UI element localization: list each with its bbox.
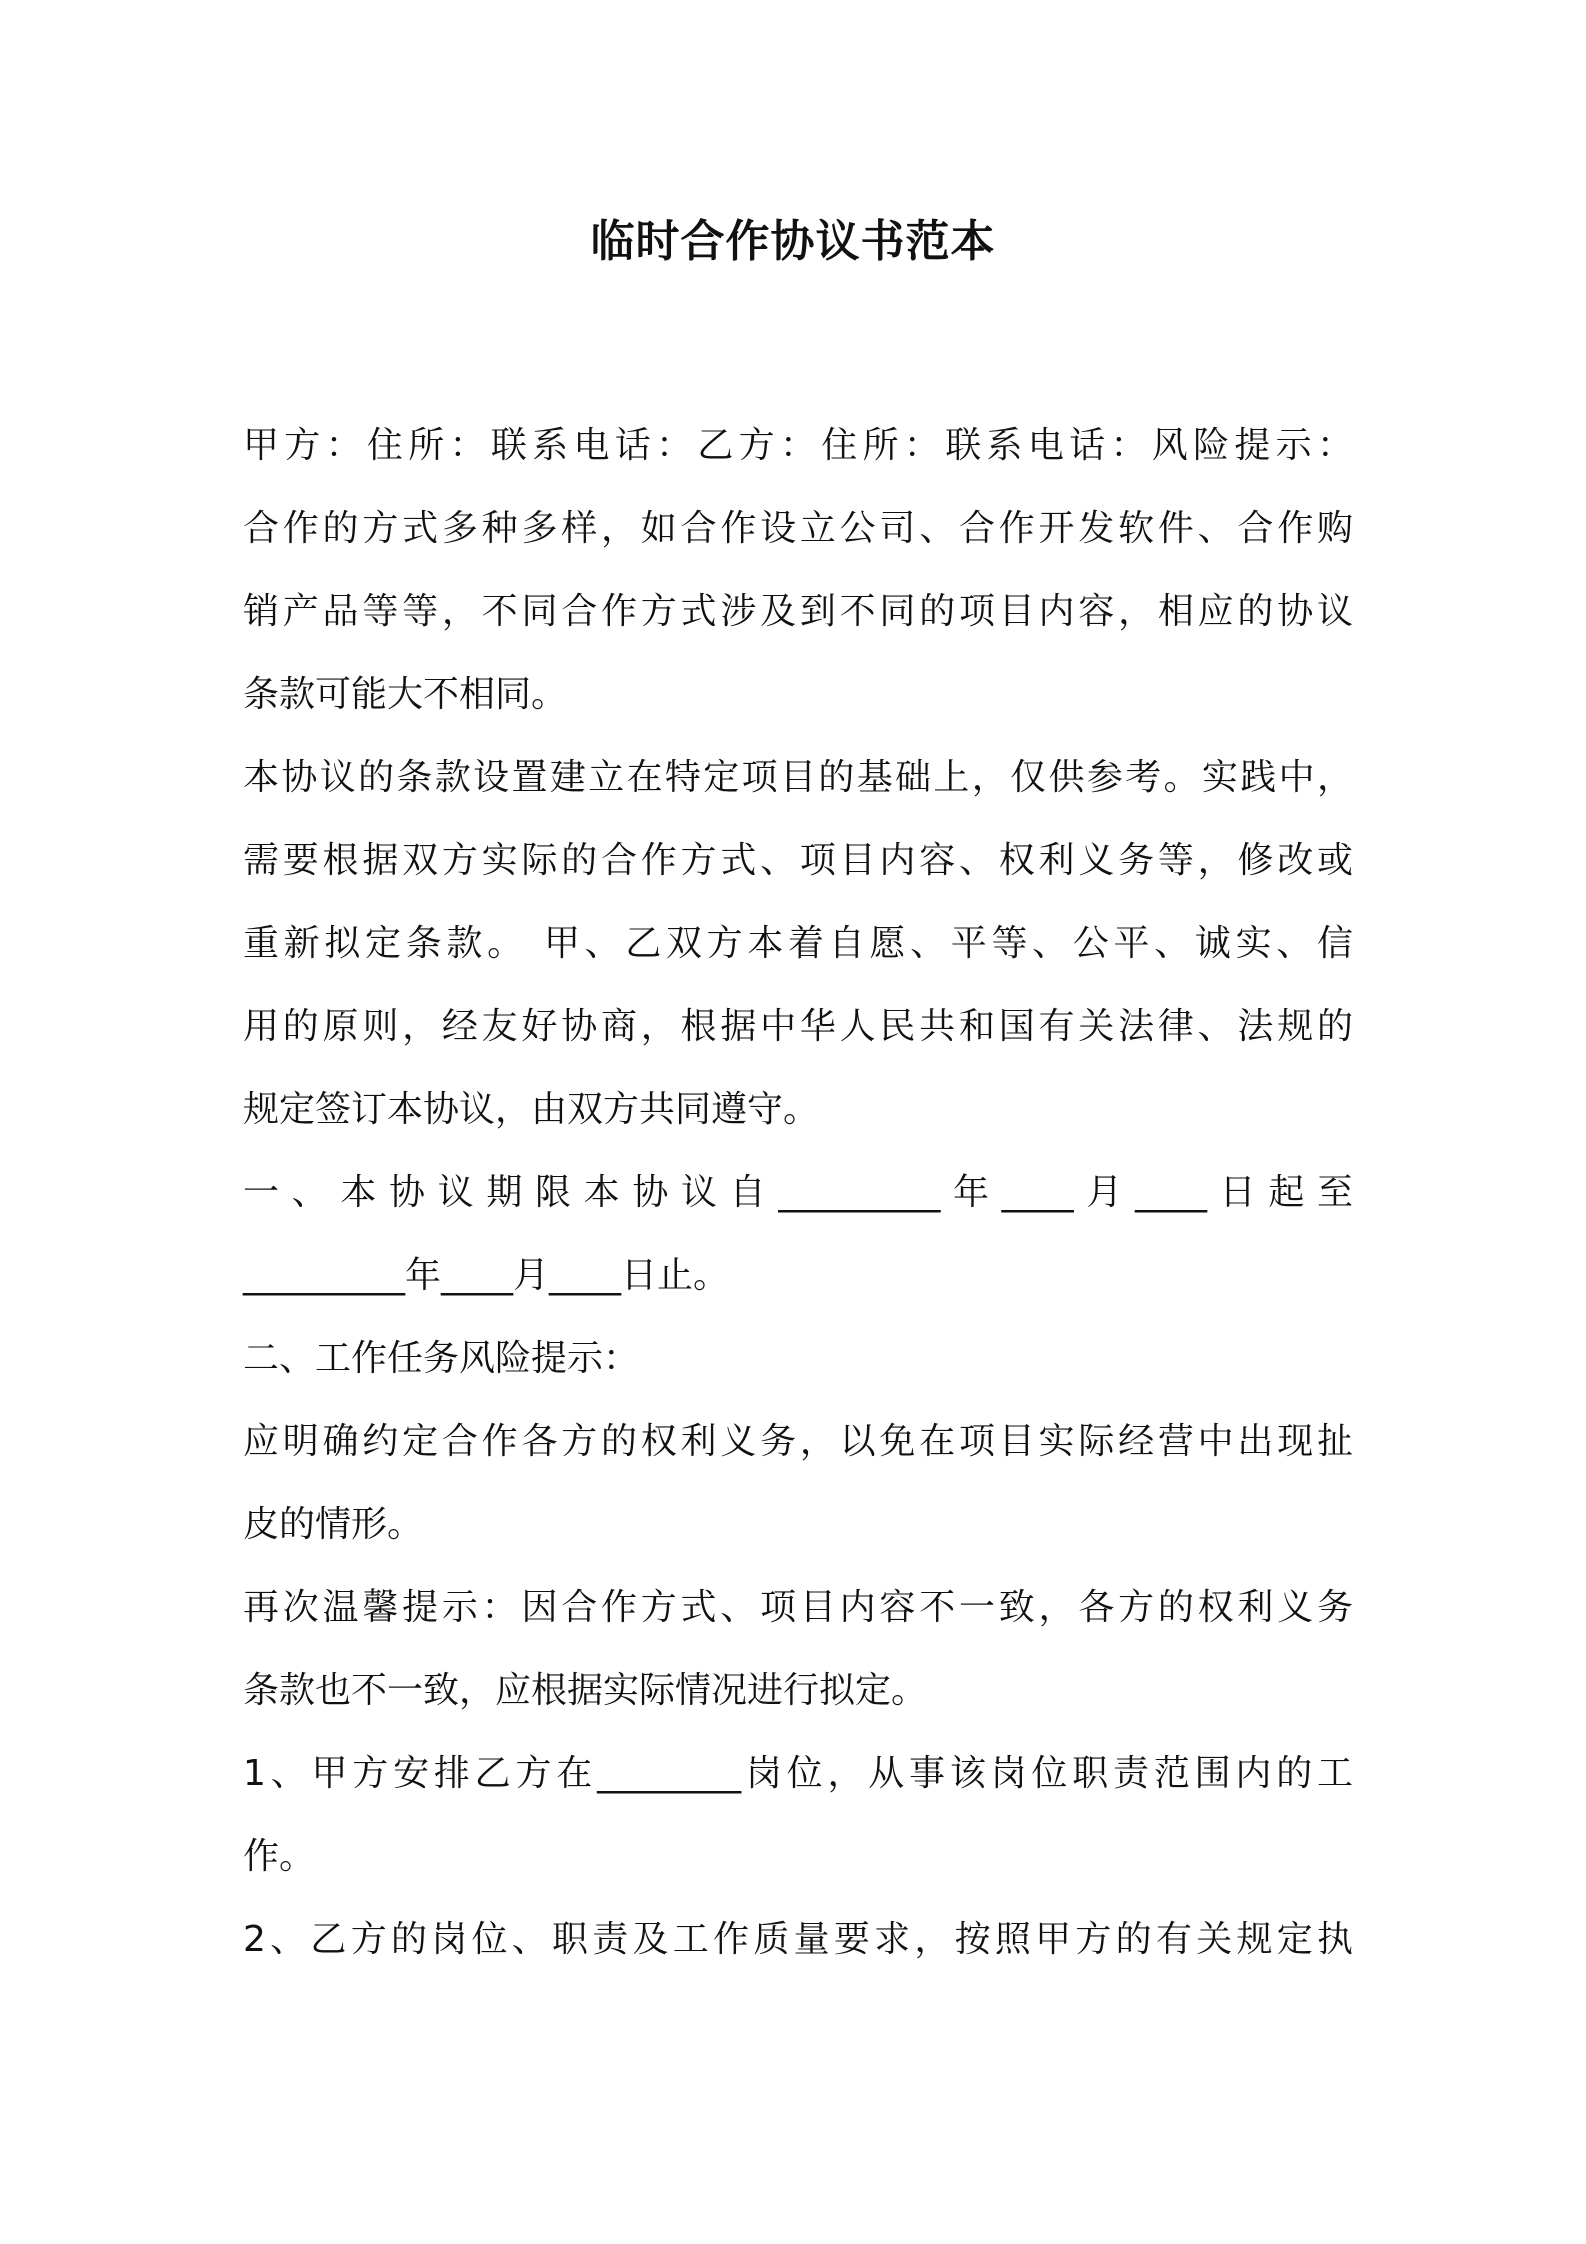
section-heading: 二、工作任务风险提示： bbox=[243, 1338, 640, 1379]
paragraph-line: 应明确约定合作各方的权利义务，以免在项目实际经营中出现扯 bbox=[243, 1421, 1353, 1462]
paragraph-line: 作。 bbox=[243, 1836, 316, 1877]
paragraph-line: 条款也不一致，应根据实际情况进行拟定。 bbox=[243, 1670, 928, 1711]
paragraph-line: 2、乙方的岗位、职责及工作质量要求，按照甲方的有关规定执 bbox=[243, 1919, 1353, 1960]
paragraph-line: 皮的情形。 bbox=[243, 1504, 424, 1545]
paragraph-line: 销产品等等，不同合作方式涉及到不同的项目内容，相应的协议 bbox=[243, 591, 1353, 632]
document-body bbox=[243, 404, 1353, 1981]
document-title: 临时合作协议书范本 bbox=[590, 216, 996, 267]
paragraph-line: 需要根据双方实际的合作方式、项目内容、权利义务等，修改或 bbox=[243, 840, 1353, 881]
paragraph-line: 重新拟定条款。 甲、乙双方本着自愿、平等、公平、诚实、信 bbox=[243, 923, 1353, 964]
paragraph-line: _________年____月____日止。 bbox=[243, 1255, 730, 1296]
paragraph-line: 再次温馨提示：因合作方式、项目内容不一致，各方的权利义务 bbox=[243, 1587, 1353, 1628]
paragraph-line: 规定签订本协议，由双方共同遵守。 bbox=[243, 1089, 820, 1130]
paragraph-line: 合作的方式多种多样，如合作设立公司、合作开发软件、合作购 bbox=[243, 508, 1353, 549]
paragraph-line: 甲方：住所：联系电话：乙方：住所：联系电话：风险提示： bbox=[243, 425, 1353, 466]
paragraph-line: 1、甲方安排乙方在________岗位，从事该岗位职责范围内的工 bbox=[243, 1753, 1353, 1794]
paragraph-line: 用的原则，经友好协商，根据中华人民共和国有关法律、法规的 bbox=[243, 1006, 1353, 1047]
paragraph-line: 一、本协议期限本协议自_________年____月____日起至 bbox=[243, 1172, 1353, 1213]
paragraph-line: 条款可能大不相同。 bbox=[243, 674, 568, 715]
paragraph-line: 本协议的条款设置建立在特定项目的基础上，仅供参考。实践中， bbox=[243, 757, 1353, 798]
